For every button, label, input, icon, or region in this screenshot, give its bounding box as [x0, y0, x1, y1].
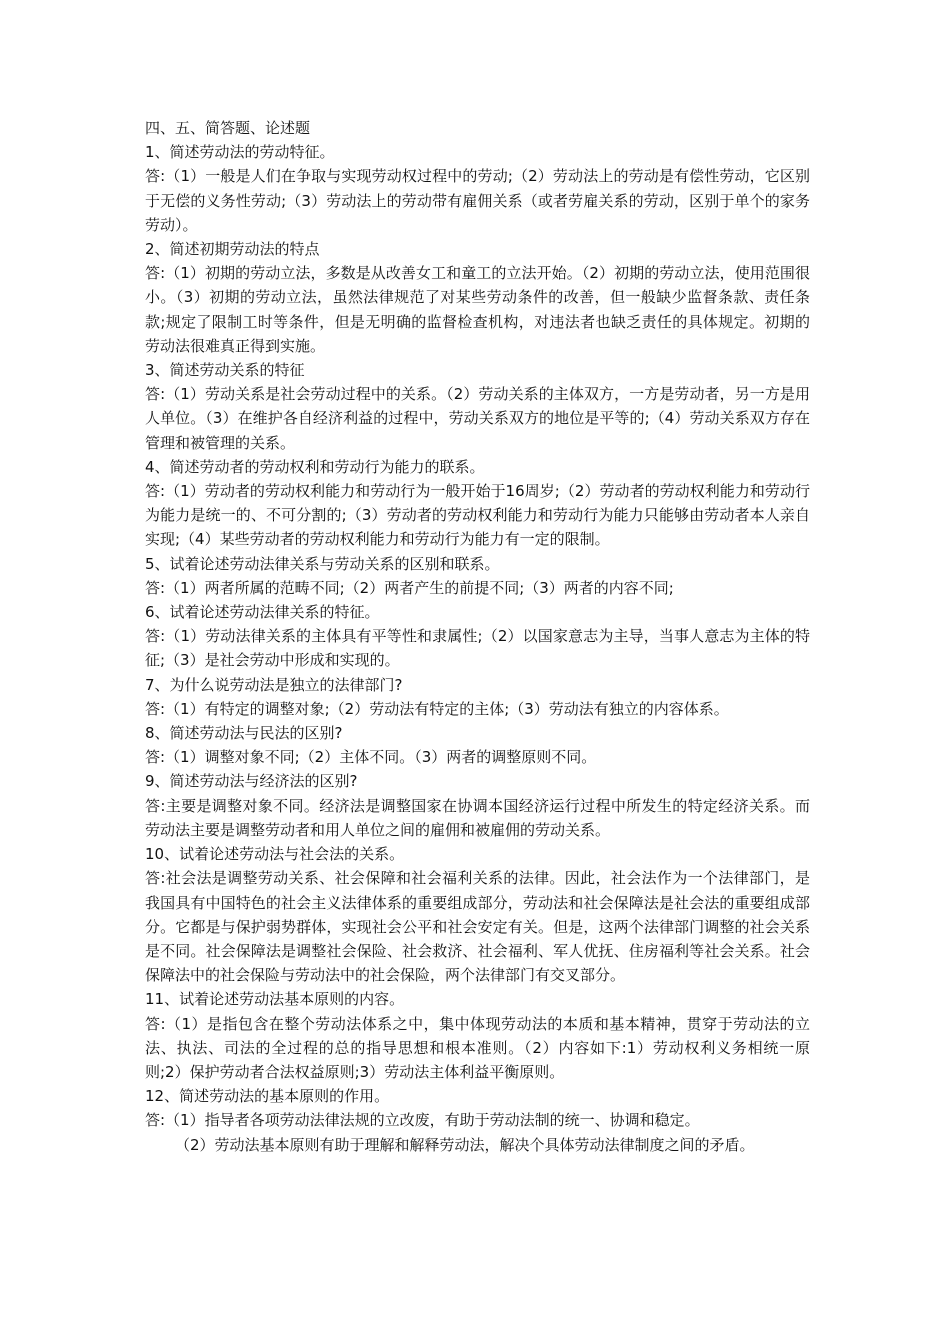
- question-1: 1、简述劳动法的劳动特征。: [145, 143, 335, 162]
- answer-7: 答:（1）有特定的调整对象;（2）劳动法有特定的主体;（3）劳动法有独立的内容体系。: [145, 699, 729, 718]
- answer-8: 答:（1）调整对象不同;（2）主体不同。（3）两者的调整原则不同。: [145, 748, 597, 767]
- question-5: 5、试着论述劳动法律关系与劳动关系的区别和联系。: [145, 554, 500, 573]
- answer-10: 答:社会法是调整劳动关系、社会保障和社会福利关系的法律。因此，社会法作为一个法律部门，是我国具有中国特色的社会主义法律体系的重要组成部分，劳动法和社会保障法是社会法的重要组成部分。它都是与保护弱势群体，实现社会公平和社会安定有关。但是，这两个法律部门调整的社会关系是不同。社会保障法是调整社会保险、社会救济、社会福利、军人优抚、住房福利等社会关系。社会保障法中的社会保险与劳动法中的社会保险，两个法律部门有交叉部分。: [145, 869, 810, 985]
- answer-6: 答:（1）劳动法律关系的主体具有平等性和隶属性;（2）以国家意志为主导，当事人意志为主体的特征;（3）是社会劳动中形成和实现的。: [145, 627, 810, 670]
- question-2: 2、简述初期劳动法的特点: [145, 240, 320, 259]
- answer-12-continuation: （2）劳动法基本原则有助于理解和解释劳动法，解决个具体劳动法律制度之间的矛盾。: [175, 1135, 755, 1154]
- answer-3: 答:（1）劳动关系是社会劳动过程中的关系。（2）劳动关系的主体双方，一方是劳动者，另一方是用人单位。（3）在维护各自经济利益的过程中，劳动关系双方的地位是平等的;（4）劳动关系双方存在管理和被管理的关系。: [145, 385, 810, 452]
- question-4: 4、简述劳动者的劳动权利和劳动行为能力的联系。: [145, 457, 485, 476]
- question-9: 9、简述劳动法与经济法的区别?: [145, 772, 358, 791]
- question-10: 10、试着论述劳动法与社会法的关系。: [145, 845, 405, 864]
- question-3: 3、简述劳动关系的特征: [145, 361, 305, 380]
- answer-9: 答:主要是调整对象不同。经济法是调整国家在协调本国经济运行过程中所发生的特定经济关系。而劳动法主要是调整劳动者和用人单位之间的雇佣和被雇佣的劳动关系。: [145, 796, 810, 839]
- question-7: 7、为什么说劳动法是独立的法律部门?: [145, 675, 403, 694]
- question-8: 8、简述劳动法与民法的区别?: [145, 724, 343, 743]
- answer-1: 答:（1）一般是人们在争取与实现劳动权过程中的劳动;（2）劳动法上的劳动是有偿性劳动，它区别于无偿的义务性劳动;（3）劳动法上的劳动带有雇佣关系（或者劳雇关系的劳动，区别于单个的家务劳动）。: [145, 167, 810, 234]
- question-6: 6、试着论述劳动法律关系的特征。: [145, 603, 380, 622]
- answer-4: 答:（1）劳动者的劳动权利能力和劳动行为一般开始于16周岁;（2）劳动者的劳动权利能力和劳动行为能力是统一的、不可分割的;（3）劳动者的劳动权利能力和劳动行为能力只能够由劳动者本人亲自实现;（4）某些劳动者的劳动权利能力和劳动行为能力有一定的限制。: [145, 482, 810, 549]
- answer-5: 答:（1）两者所属的范畴不同;（2）两者产生的前提不同;（3）两者的内容不同;: [145, 578, 674, 597]
- answer-12: 答:（1）指导者各项劳动法律法规的立改废，有助于劳动法制的统一、协调和稳定。: [145, 1111, 700, 1130]
- answer-11: 答:（1）是指包含在整个劳动法体系之中，集中体现劳动法的本质和基本精神，贯穿于劳动法的立法、执法、司法的全过程的总的指导思想和根本准则。（2）内容如下:1）劳动权利义务相统一原则;2）保护劳动者合法权益原则;3）劳动法主体利益平衡原则。: [145, 1014, 810, 1081]
- question-11: 11、试着论述劳动法基本原则的内容。: [145, 990, 405, 1009]
- answer-2: 答:（1）初期的劳动立法，多数是从改善女工和童工的立法开始。（2）初期的劳动立法，使用范围很小。（3）初期的劳动立法，虽然法律规范了对某些劳动条件的改善，但一般缺少监督条款、责任条款;规定了限制工时等条件，但是无明确的监督检查机构，对违法者也缺乏责任的具体规定。初期的劳动法很难真正得到实施。: [145, 264, 810, 355]
- question-12: 12、简述劳动法的基本原则的作用。: [145, 1087, 390, 1106]
- document-body: [145, 116, 810, 1157]
- section-heading: 四、五、简答题、论述题: [145, 119, 311, 137]
